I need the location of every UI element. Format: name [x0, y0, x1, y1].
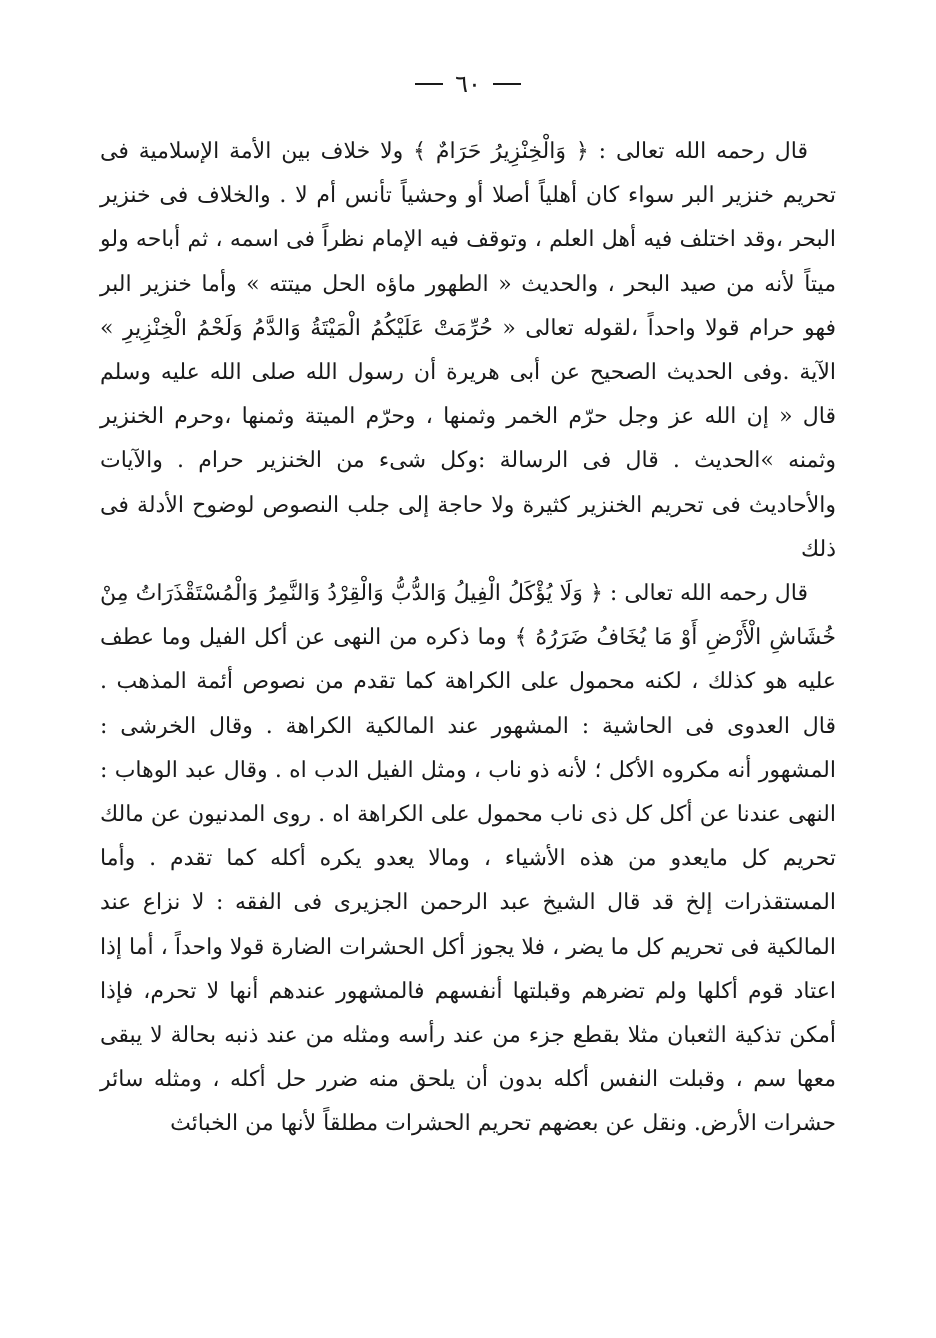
page-number: [100, 66, 836, 102]
page-number-value: ٦٠: [455, 70, 481, 98]
paragraph-pork-ruling: قال رحمه الله تعالى : ﴿ وَالْخِنْزِيرُ حَرَامٌ ﴾ ولا خلاف بين الأمة الإسلامية فى تحريم خنزير البر سواء كان أهلياً أصلا أو وحشياً تأنس أم لا . والخلاف فى خنزير البحر ،وقد اختلف فيه أهل العلم ، وتوقف فيه الإمام نظراً فى اسمه ، ثم أباحه ولو ميتاً لأنه من صيد البحر ، والحديث « الطهور ماؤه الحل ميتته » وأما خنزير البر فهو حرام قولا واحداً ،لقوله تعالى « حُرِّمَتْ عَلَيْكُمُ الْمَيْتَةُ وَالدَّمُ وَلَحْمُ الْخِنْزِيرِ » الآية .وفى الحديث الصحيح عن أبى هريرة أن رسول الله صلى الله عليه وسلم قال « إن الله عز وجل حرّم الخمر وثمنها ، وحرّم الميتة وثمنها ،وحرم الخنزير وثمنه »الحديث . قال فى الرسالة :وكل شىء من الخنزير حرام . والآيات والأحاديث فى تحريم الخنزير كثيرة ولا حاجة إلى جلب النصوص لوضوح الأدلة فى ذلك: [100, 139, 836, 562]
page-number-dash-left: [415, 83, 443, 85]
paragraph-elephant-ruling: قال رحمه الله تعالى : ﴿ وَلَا يُؤْكَلُ الْفِيلُ وَالدُّبُّ وَالْقِرْدُ وَالنَّمِرُ وَالْمُسْتَقْذَرَاتُ مِنْ خُشَاشِ الْأَرْضِ أَوْ مَا يُخَافُ ضَرَرُهُ ﴾ وما ذكره من النهى عن أكل الفيل وما عطف عليه هو كذلك ، لكنه محمول على الكراهة كما تقدم من نصوص أئمة المذهب . قال العدوى فى الحاشية : المشهور عند المالكية الكراهة . وقال الخرشى : المشهور أنه مكروه الأكل ؛ لأنه ذو ناب ، ومثل الفيل الدب اه . وقال عبد الوهاب : النهى عندنا عن أكل كل ذى ناب محمول على الكراهة اه . روى المدنيون عن مالك تحريم كل مايعدو من هذه الأشياء ، ومالا يعدو يكره أكله كما تقدم . وأما المستقذرات إلخ قد قال الشيخ عبد الرحمن الجزيرى فى الفقه : لا نزاع عند المالكية فى تحريم كل ما يضر ، فلا يجوز أكل الحشرات الضارة قولا واحداً ، أما إذا اعتاد قوم أكلها ولم تضرهم وقبلتها أنفسهم فالمشهور عندهم أنها لا تحرم، فإذا أمكن تذكية الثعبان مثلا بقطع جزء من عند رأسه ومثله من عند ذنبه بحالة لا يبقى معها سم ، وقبلت النفس أكله بدون أن يلحق منه ضرر حل أكله ، ومثله سائر حشرات الأرض. ونقل عن بعضهم تحريم الحشرات مطلقاً لأنها من الخبائث: [100, 581, 836, 1137]
page-number-dash-right: [493, 83, 521, 85]
